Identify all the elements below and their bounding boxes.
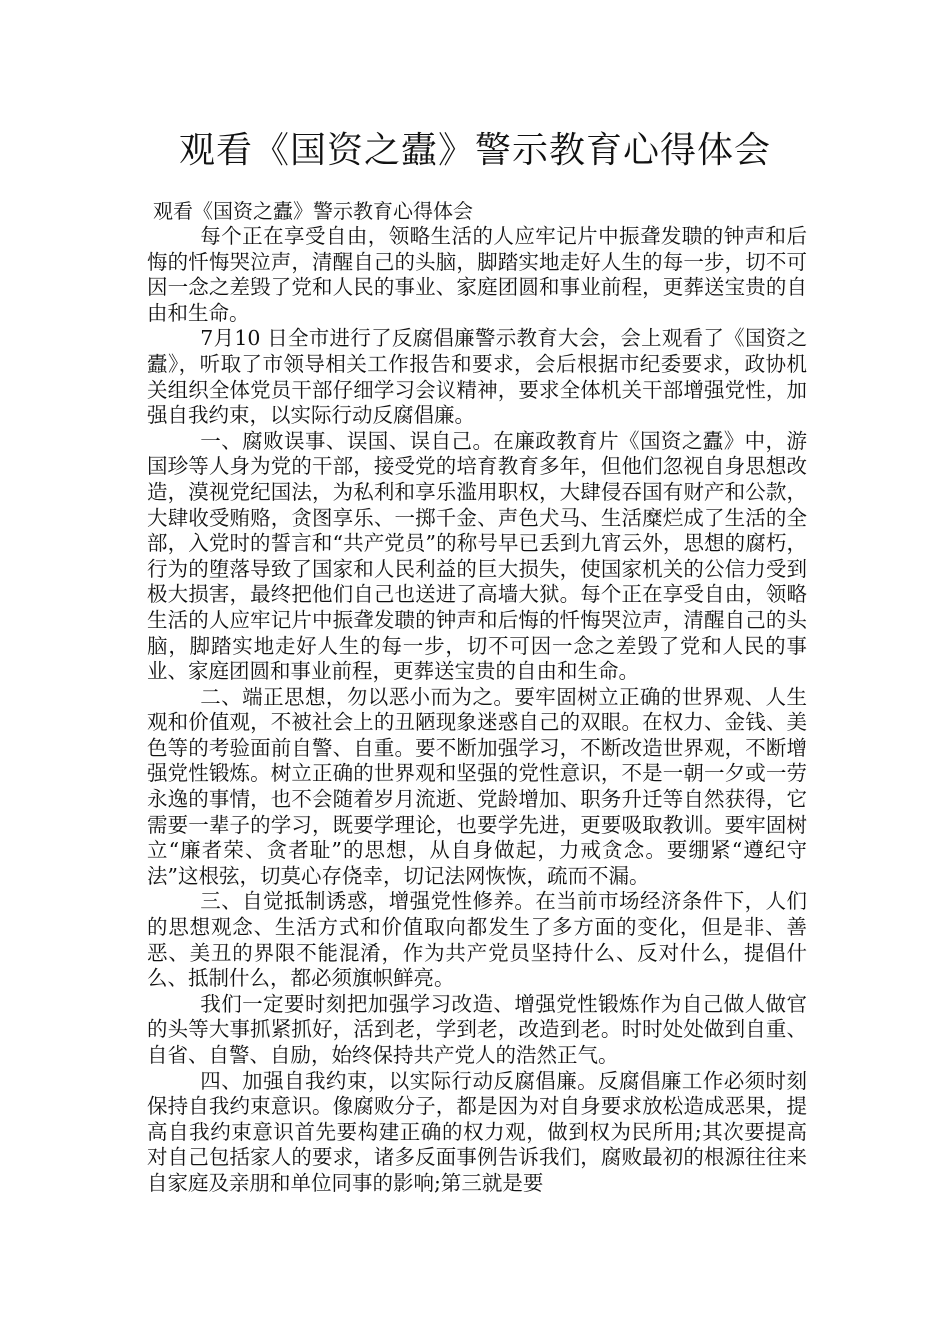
paragraph-5: 三、自觉抵制诱惑，增强党性修养。在当前市场经济条件下，人们的思想观念、生活方式和价值取向都发生了多方面的变化，但是非、善恶、美丑的界限不能混淆，作为共产党员坚持什么、反对什么，提倡什么、抵制什么，都必须旗帜鲜亮。 <box>147 889 807 991</box>
paragraph-1: 每个正在享受自由，领略生活的人应牢记片中振聋发聩的钟声和后悔的忏悔哭泣声，清醒自己的头脑，脚踏实地走好人生的每一步，切不可因一念之差毁了党和人民的事业、家庭团圆和事业前程，更葬送宝贵的自由和生命。 <box>147 224 807 325</box>
paragraph-7: 四、加强自我约束，以实际行动反腐倡廉。反腐倡廉工作必须时刻保持自我约束意识。像腐败分子，都是因为对自身要求放松造成恶果，提高自我约束意识首先要构建正确的权力观，做到权为民所用;其次要提高对自己包括家人的要求，诸多反面事例告诉我们，腐败最初的根源往往来自家庭及亲朋和单位同事的影响;第三就是要 <box>147 1068 807 1195</box>
document-subtitle: 观看《国资之蠹》警示教育心得体会 <box>153 199 473 223</box>
paragraph-2: 7月10 日全市进行了反腐倡廉警示教育大会，会上观看了《国资之蠹》，听取了市领导相关工作报告和要求，会后根据市纪委要求，政协机关组织全体党员干部仔细学习会议精神，要求全体机关干部增强党性，加强自我约束，以实际行动反腐倡廉。 <box>147 326 807 428</box>
paragraph-4: 二、端正思想，勿以恶小而为之。要牢固树立正确的世界观、人生观和价值观，不被社会上的丑陋现象迷惑自己的双眼。在权力、金钱、美色等的考验面前自警、自重。要不断加强学习，不断改造世界观，不断增强党性锻炼。树立正确的世界观和坚强的党性意识，不是一朝一夕或一劳永逸的事情，也不会随着岁月流逝、党龄增加、职务升迁等自然获得，它需要一辈子的学习，既要学理论，也要学先进，更要吸取教训。要牢固树立“廉者荣、贪者耻”的思想，从自身做起，力戒贪念。要绷紧“遵纪守法”这根弦，切莫心存侥幸，切记法网恢恢，疏而不漏。 <box>147 684 807 888</box>
document-title: 观看《国资之蠹》警示教育心得体会 <box>178 130 771 171</box>
document-body <box>147 198 807 1197</box>
paragraph-3: 一、腐败误事、误国、误自己。在廉政教育片《国资之蠹》中，游国珍等人身为党的干部，接受党的培育教育多年，但他们忽视自身思想改造，漠视党纪国法，为私利和享乐滥用职权，大肆侵吞国有财产和公款，大肆收受贿赂，贪图享乐、一掷千金、声色犬马、生活糜烂成了生活的全部，入党时的誓言和“共产党员”的称号早已丢到九宵云外，思想的腐朽，行为的堕落导致了国家和人民利益的巨大损失，使国家机关的公信力受到极大损害，最终把他们自己也送进了高墙大狱。每个正在享受自由，领略生活的人应牢记片中振聋发聩的钟声和后悔的忏悔哭泣声，清醒自己的头脑，脚踏实地走好人生的每一步，切不可因一念之差毁了党和人民的事业、家庭团圆和事业前程，更葬送宝贵的自由和生命。 <box>147 428 807 684</box>
paragraph-6: 我们一定要时刻把加强学习改造、增强党性锻炼作为自己做人做官的头等大事抓紧抓好，活到老，学到老，改造到老。时时处处做到自重、自省、自警、自励，始终保持共产党人的浩然正气。 <box>147 991 807 1067</box>
